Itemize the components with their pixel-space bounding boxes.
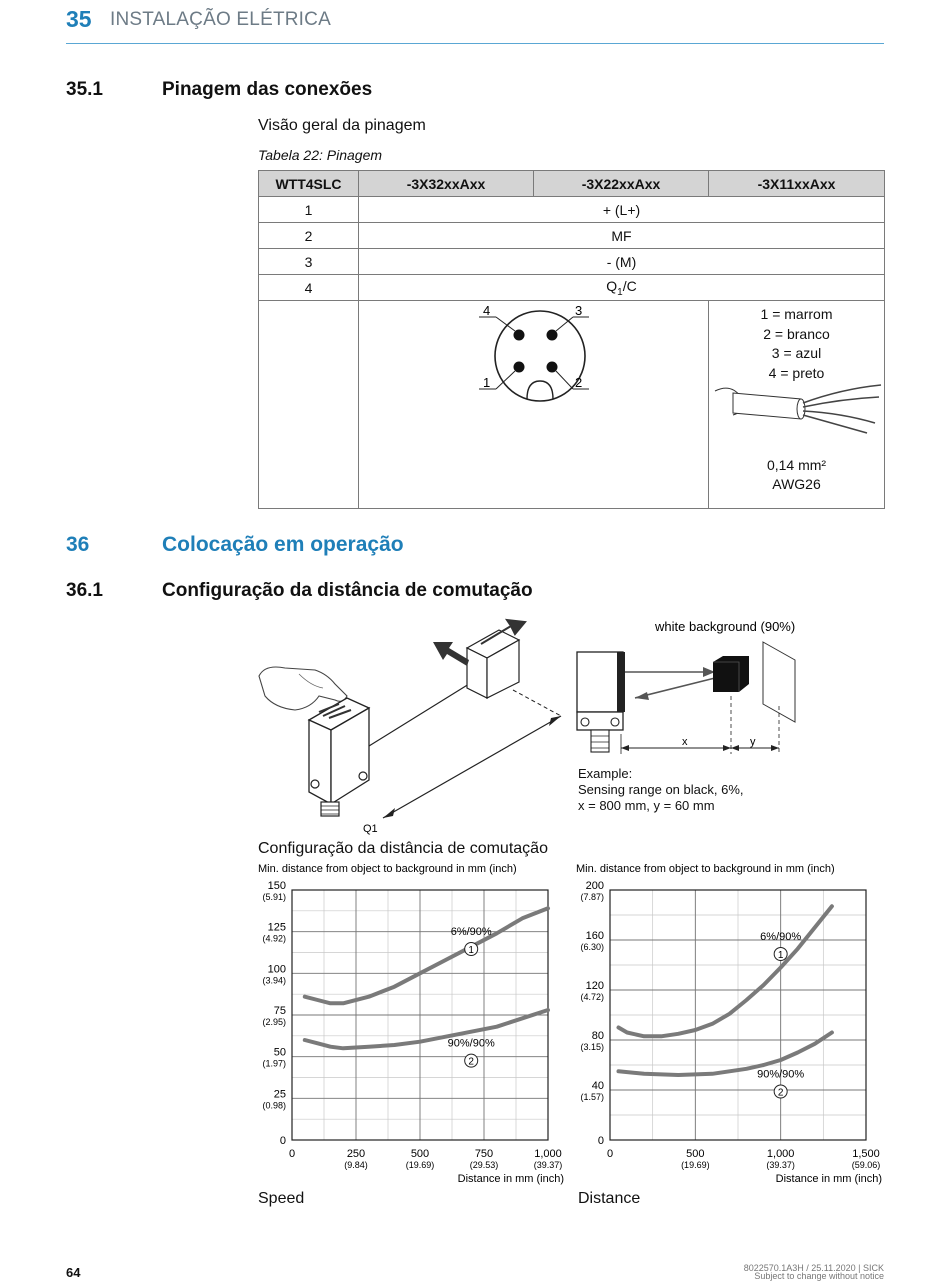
series-marker-number: 2 — [468, 1056, 474, 1068]
speed-label: Speed — [258, 1190, 305, 1207]
chapter-number: 35 — [66, 6, 92, 32]
y-tick-sublabel: (0.98) — [262, 1100, 286, 1111]
chapter-title: INSTALAÇÃO ELÉTRICA — [110, 9, 331, 30]
table-header-row — [259, 171, 885, 197]
distance-chart — [568, 858, 893, 1188]
y-tick-label: 75 — [273, 1005, 286, 1017]
series-name-label: 6%/90% — [760, 931, 802, 943]
x-axis-title: Distance in mm (inch) — [457, 1173, 564, 1185]
y-tick-label: 80 — [591, 1030, 604, 1042]
pin-signal: MF — [359, 223, 885, 249]
table-caption: Tabela 22: Pinagem — [258, 147, 383, 163]
pinout-overview-heading: Visão geral da pinagem — [258, 117, 426, 134]
y-tick-label: 50 — [273, 1046, 286, 1059]
header-divider — [66, 43, 884, 44]
charts-title: Configuração da distância de comutação — [258, 840, 548, 857]
y-tick-label: 160 — [585, 930, 604, 942]
cable-section: 0,14 mm² — [766, 457, 827, 473]
document-id: 8022570.1A3H / 25.11.2020 | SICK — [743, 1263, 884, 1273]
x-tick-label: 1,000 — [766, 1148, 795, 1160]
wire-color: 4 = preto — [768, 364, 825, 381]
col-header-3x32: -3X32xxAxx — [359, 171, 534, 197]
x-tick-sublabel: (9.84) — [344, 1160, 368, 1170]
y-tick-label: 125 — [267, 921, 286, 934]
pin-number: 3 — [259, 249, 359, 275]
y-tick-sublabel: (4.92) — [262, 933, 286, 944]
object-box-icon — [467, 630, 519, 698]
signal-q-suffix: /C — [622, 277, 637, 294]
series-marker-number: 1 — [777, 950, 784, 961]
cable-cell — [709, 301, 885, 509]
hand-icon — [259, 667, 347, 710]
section-number-36: 36 — [66, 533, 90, 556]
pinout-table — [258, 170, 885, 509]
table-row — [259, 249, 885, 275]
y-axis-title: Min. distance from object to background in mm (inch) — [258, 863, 517, 875]
x-tick-label: 750 — [474, 1148, 494, 1160]
x-tick-sublabel: (39.37) — [766, 1160, 795, 1170]
x-tick-label: 1,500 — [852, 1148, 880, 1160]
cable-illustration — [711, 383, 883, 445]
col-header-3x22: -3X22xxAxx — [534, 171, 709, 197]
wire-color: 1 = marrom — [760, 306, 833, 322]
wire-color-list — [709, 301, 884, 383]
q1-label: Q1 — [363, 823, 378, 835]
x-tick-sublabel: (29.53) — [469, 1160, 499, 1170]
white-background-label: white background (90%) — [655, 619, 796, 634]
y-tick-label: 25 — [273, 1088, 286, 1101]
y-tick-sublabel: (7.87) — [580, 892, 604, 902]
pin-signal — [359, 275, 885, 301]
y-tick-label: 200 — [585, 880, 604, 892]
signal-q: Q — [606, 277, 618, 294]
cable-awg: AWG26 — [772, 476, 821, 492]
example-line: Sensing range on black, 6%, — [578, 782, 744, 797]
x-tick-sublabel: (39.37) — [533, 1160, 563, 1170]
y-tick-sublabel: (5.91) — [262, 892, 286, 902]
y-tick-sublabel: (3.94) — [262, 975, 286, 986]
speed-chart — [250, 858, 575, 1188]
empty-cell — [259, 301, 359, 509]
table-row — [259, 275, 885, 301]
connector-pin-label: 1 — [483, 375, 491, 390]
pin-number: 2 — [259, 223, 359, 249]
table-row-diagrams — [259, 301, 885, 509]
example-line: Example: — [578, 766, 633, 781]
y-distance-label: y — [750, 736, 756, 748]
y-tick-label: 100 — [267, 963, 286, 976]
connector-pin-label: 4 — [483, 303, 491, 318]
x-tick-label: 1,000 — [534, 1148, 562, 1160]
series-name-label: 90%/90% — [757, 1068, 805, 1081]
x-tick-label: 0 — [288, 1148, 296, 1160]
pin-signal: + (L+) — [359, 197, 885, 223]
section-number-35-1: 35.1 — [66, 79, 103, 100]
y-tick-sublabel: (4.72) — [580, 992, 604, 1002]
distance-label: Distance — [578, 1190, 641, 1207]
x-tick-label: 500 — [686, 1148, 705, 1160]
y-tick-label: 0 — [597, 1135, 604, 1147]
series-line — [305, 908, 548, 1003]
m8-connector-diagram — [359, 301, 709, 505]
x-tick-sublabel: (59.06) — [851, 1160, 881, 1170]
col-header-model: WTT4SLC — [259, 171, 359, 197]
x-tick-sublabel: (19.69) — [405, 1160, 435, 1170]
series-line — [619, 906, 832, 1036]
wire-color: 3 = azul — [771, 345, 822, 361]
connector-pin-label: 2 — [575, 375, 583, 390]
sensor-side-icon — [577, 652, 625, 752]
change-notice: Subject to change without notice — [754, 1271, 884, 1281]
example-line: x = 800 mm, y = 60 mm — [578, 798, 715, 813]
y-tick-sublabel: (2.95) — [262, 1017, 286, 1027]
series-name-label: 90%/90% — [447, 1037, 495, 1050]
sensor-icon — [309, 698, 369, 816]
x-distance-label: x — [682, 736, 688, 748]
x-tick-label: 250 — [346, 1148, 366, 1160]
switching-distance-illustration — [255, 612, 855, 837]
y-tick-label: 120 — [585, 980, 604, 992]
black-object-icon — [713, 656, 749, 692]
wire-color: 2 = branco — [763, 325, 830, 342]
y-tick-sublabel: (3.15) — [580, 1042, 604, 1052]
section-title-36-1: Configuração da distância de comutação — [162, 580, 533, 601]
section-number-36-1: 36.1 — [66, 580, 103, 601]
col-header-3x11: -3X11xxAxx — [709, 171, 885, 197]
x-tick-label: 500 — [410, 1148, 430, 1160]
page-number: 64 — [66, 1265, 81, 1280]
y-axis-title: Min. distance from object to background in mm (inch) — [576, 863, 835, 875]
series-name-label: 6%/90% — [450, 926, 492, 938]
series-line — [305, 1010, 548, 1048]
y-tick-label: 150 — [267, 880, 286, 892]
series-marker-number: 2 — [777, 1087, 784, 1099]
section-title-35-1: Pinagem das conexões — [162, 79, 373, 100]
y-tick-sublabel: (1.97) — [262, 1058, 286, 1069]
series-marker-number: 1 — [468, 945, 474, 956]
x-tick-label: 0 — [606, 1148, 614, 1160]
connector-pin-label: 3 — [575, 303, 583, 318]
pin-number: 4 — [259, 275, 359, 301]
section-title-36: Colocação em operação — [162, 533, 404, 556]
y-tick-label: 0 — [279, 1135, 286, 1147]
x-tick-sublabel: (19.69) — [681, 1160, 710, 1170]
table-row — [259, 197, 885, 223]
pin-number: 1 — [259, 197, 359, 223]
y-tick-sublabel: (1.57) — [580, 1092, 604, 1102]
connector-cell — [359, 301, 709, 509]
signal-q-subscript: 1 — [617, 286, 623, 298]
arrow-out-icon — [433, 642, 469, 666]
y-tick-label: 40 — [591, 1080, 604, 1092]
table-row — [259, 223, 885, 249]
pin-signal: - (M) — [359, 249, 885, 275]
x-axis-title: Distance in mm (inch) — [775, 1173, 882, 1185]
example-text — [578, 766, 744, 814]
y-tick-sublabel: (6.30) — [580, 942, 604, 952]
